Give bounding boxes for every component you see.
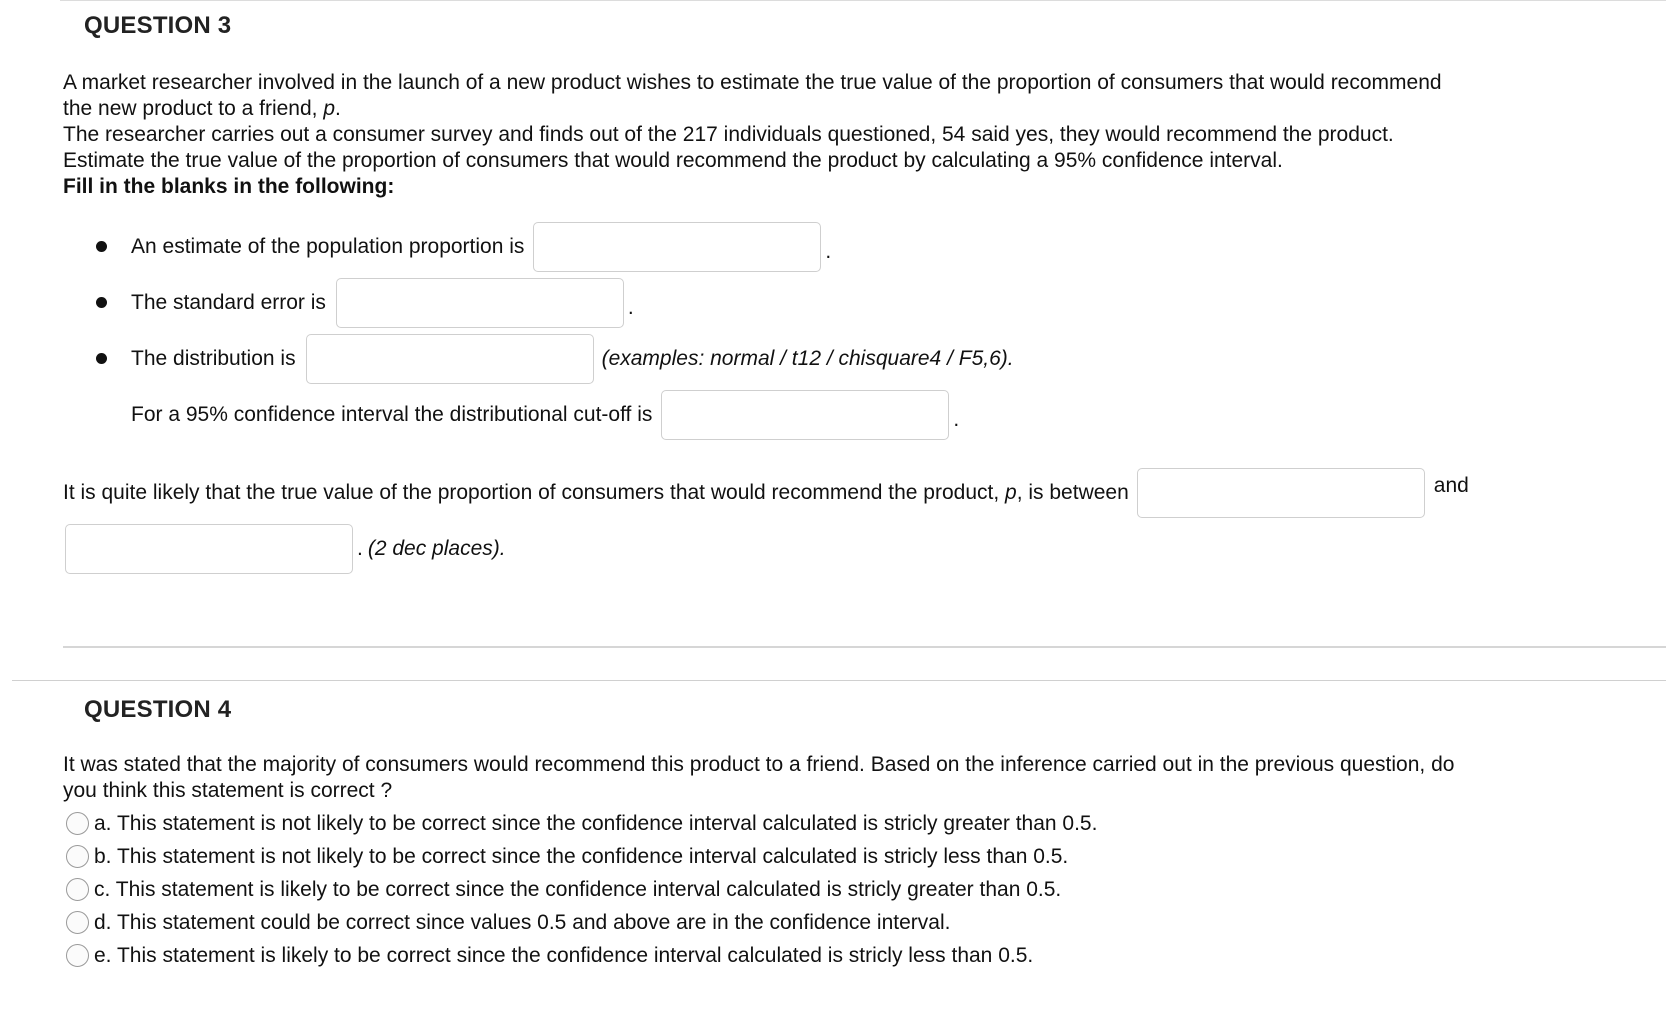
estimate-input[interactable] [533,222,821,272]
question-4-title: QUESTION 4 [84,696,232,723]
blank-row-estimate [131,222,831,272]
interval-text-part2: , is between [1016,481,1129,504]
standard-error-period: . [627,296,634,319]
question-3-divider [63,646,1666,648]
interval-period: . [357,537,363,560]
q3-line-3: The researcher carries out a consumer survey and finds out of the 217 individuals questioned, 54 said yes, they would recommend the product. [63,123,1394,146]
q4-line-2: you think this statement is correct ? [63,779,393,802]
question-3-text [63,70,1618,200]
option-d-label: d. This statement could be correct since values 0.5 and above are in the confidence interval. [94,910,951,934]
option-a-label: a. This statement is not likely to be correct since the confidence interval calculated is stricly greater than 0.5. [94,811,1098,835]
interval-hint: (2 dec places). [367,537,506,560]
distribution-hint: (examples: normal / t12 / chisquare4 / F5,6). [601,347,1014,370]
interval-row [63,468,1469,518]
interval-variable: p [1005,481,1017,504]
q3-line-2 [63,96,1618,122]
q3-line-2-end: . [335,97,341,120]
distribution-label: The distribution is [131,347,296,370]
option-d-radio[interactable] [66,911,89,934]
cutoff-input[interactable] [661,390,949,440]
blank-row-cutoff [131,390,959,440]
option-b-label: b. This statement is not likely to be correct since the confidence interval calculated is stricly less than 0.5. [94,844,1069,868]
interval-and-label: and [1433,474,1469,497]
standard-error-label: The standard error is [131,291,326,314]
q3-line-1: A market researcher involved in the launch of a new product wishes to estimate the true value of the proportion of consumers that would recommend [63,71,1442,94]
option-c-radio[interactable] [66,878,89,901]
q3-line-2-variable: p [323,97,336,120]
option-c[interactable] [66,873,1097,906]
q3-line-4: Estimate the true value of the proportion of consumers that would recommend the product by calculating a 95% confidence interval. [63,149,1283,172]
option-e[interactable] [66,939,1097,972]
distribution-input[interactable] [306,334,594,384]
question-separator [12,680,1666,681]
q3-instruction: Fill in the blanks in the following: [63,175,395,198]
option-e-label: e. This statement is likely to be correct since the confidence interval calculated is stricly less than 0.5. [94,943,1034,967]
option-d[interactable] [66,906,1097,939]
bullet-icon [96,241,107,252]
interval-text-part1: It is quite likely that the true value of the proportion of consumers that would recommend the product, [63,481,1006,504]
option-b[interactable] [66,840,1097,873]
top-divider [60,0,1666,1]
option-c-label: c. This statement is likely to be correct since the confidence interval calculated is stricly greater than 0.5. [94,877,1062,901]
blank-row-standard-error [131,278,634,328]
interval-text [63,481,1129,505]
cutoff-period: . [953,408,960,431]
bullet-icon [96,353,107,364]
interval-row-2 [65,524,506,574]
interval-upper-input[interactable] [65,524,353,574]
blank-row-distribution [131,334,1014,384]
q4-line-1: It was stated that the majority of consumers would recommend this product to a friend. Based on the inference carried out in the previous question, do [63,753,1455,776]
interval-lower-input[interactable] [1137,468,1425,518]
estimate-period: . [825,240,832,263]
option-a-radio[interactable] [66,812,89,835]
bullet-icon [96,297,107,308]
option-b-radio[interactable] [66,845,89,868]
cutoff-label: For a 95% confidence interval the distributional cut-off is [131,403,653,426]
question-3-title: QUESTION 3 [84,12,232,39]
standard-error-input[interactable] [336,278,624,328]
estimate-label: An estimate of the population proportion is [131,235,525,258]
question-4-text [63,752,1618,804]
answer-options [66,807,1097,972]
option-e-radio[interactable] [66,944,89,967]
option-a[interactable] [66,807,1097,840]
q3-line-2-text: the new product to a friend, [63,97,324,120]
